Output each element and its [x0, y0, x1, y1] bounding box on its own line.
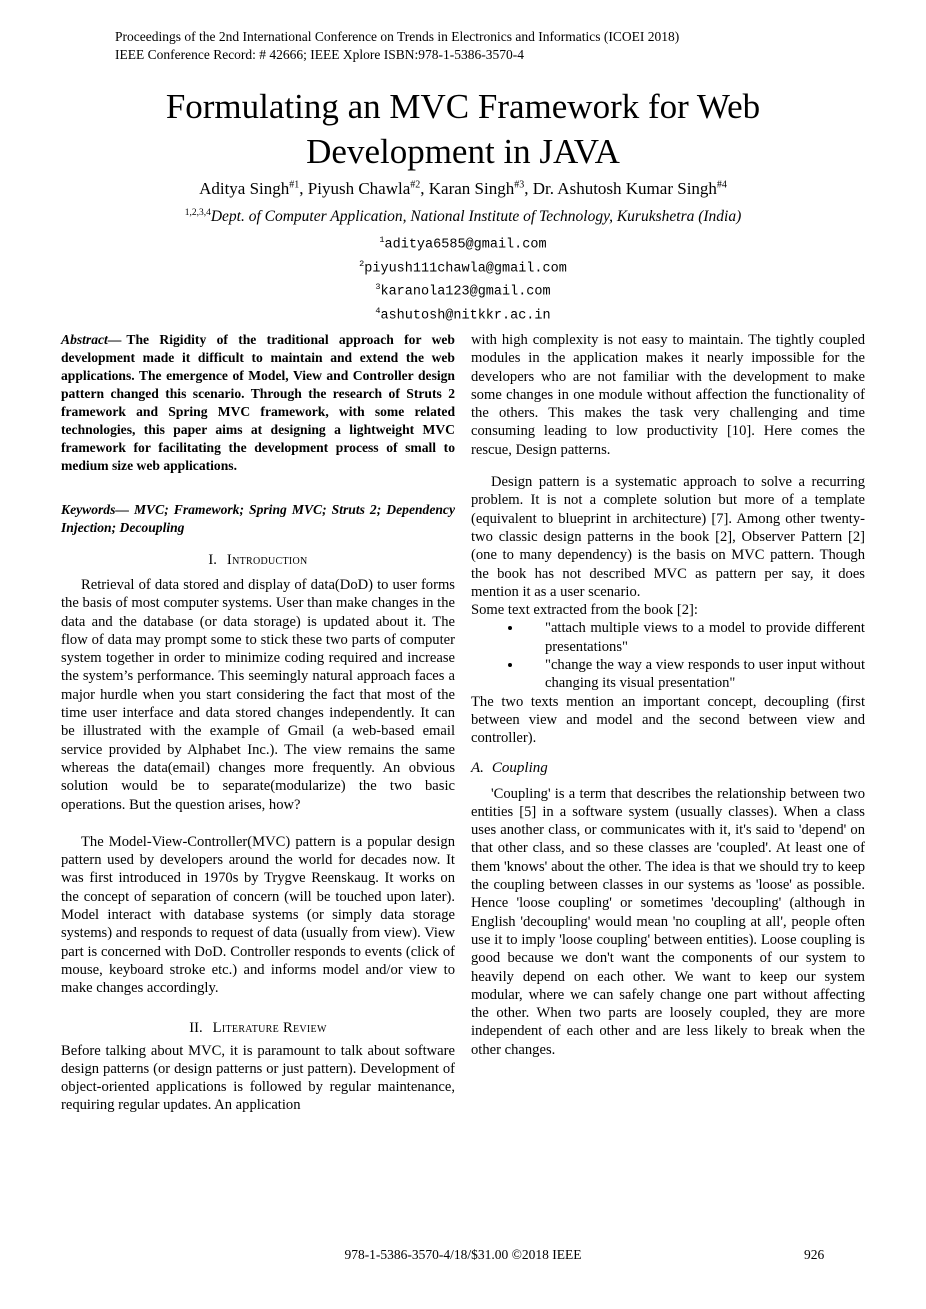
author-4: Dr. Ashutosh Kumar Singh$^{\#4}$: [532, 179, 727, 198]
rc-paragraph-1: with high complexity is not easy to maintain. The tightly coupled modules in the application makes it nearly impossible for the developers who are not familiar with the development to make some changes in one module without affection the functionality of the others. This makes the task very challenging and time consuming leading to low productivity [10]. Here comes the rescue, Design patterns.: [471, 332, 865, 458]
affiliation-text: Dept. of Computer Application, National Institute of Technology, Kurukshetra (India): [210, 208, 742, 226]
right-column: [471, 331, 865, 1115]
abstract-text: The Rigidity of the traditional approach for web development made it difficult to maintain and extend the web applications. The emergence of Model, View and Controller design pattern changed this scenario. Through the research of Struts 2 framework and Spring MVC framework, with some related technologies, this paper aims at designing a lightweight MVC framework for facilitating the development process of small to medium size web applications.: [61, 332, 455, 473]
keywords-label: Keywords—: [61, 502, 129, 517]
keywords-paragraph: [61, 501, 455, 537]
email-3: $^3$karanola123@gmail.com: [375, 282, 551, 300]
email-4-address: ashutosh@nitkkr.ac.in: [380, 308, 551, 323]
book-quote-list: [471, 619, 865, 692]
emails-block: [0, 231, 926, 325]
section-1-number: I.: [208, 552, 217, 568]
left-column: [61, 331, 455, 1115]
conference-header: [115, 28, 679, 63]
book-quote-item-1: • "attach multiple views to a model to provide different presentations": [523, 619, 865, 656]
rc-paragraph-2: Design pattern is a systematic approach to solve a recurring problem. It is not a complete solution but more of a template (equivalent to blueprint in architecture) [7]. Among other twenty-two classic design patterns in the book [2], Observer Pattern [2] (one to many dependency) is the basis on MVC pattern. Though the book has not described MVC as pattern per say, it does mention it as a user scenario.: [471, 474, 865, 600]
section-heading-literature-review: [61, 1019, 455, 1037]
subsection-label: A.: [471, 759, 484, 776]
email-2: $^2$piyush111chawla@gmail.com: [359, 258, 567, 276]
section-2-number: II.: [189, 1019, 203, 1036]
rc-paragraph-3: Some text extracted from the book [2]:: [471, 602, 698, 619]
affiliation-line: [0, 208, 926, 226]
abstract-paragraph: [61, 331, 455, 475]
literature-paragraph-1: Before talking about MVC, it is paramount to talk about software design patterns (or design patterns or just pattern). Development of object-oriented applications is followed by regular maintenance, requiring regular updates. An application: [61, 1042, 455, 1114]
footer-page-number: 926: [804, 1247, 825, 1262]
authors-line: [0, 179, 926, 199]
email-1-address: aditya6585@gmail.com: [384, 237, 547, 253]
author-3-superscript: #3: [514, 179, 525, 191]
author-2: Piyush Chawla$^{\#2}$,: [307, 179, 429, 198]
intro-paragraph-2: The Model-View-Controller(MVC) pattern is a popular design pattern used by developers around the world for decades now. It was first introduced in 1970s by Trygve Reenskaug. It works on the concept of separation of concern (will be touched upon later). Model interact with database systems (or simply data storage systems) and responds to request of data (usually from view). View part is concerned with DoD. Controller responds to events (click of mouse, keyboard stroke etc.) and informs model and/or view to make changes accordingly.: [61, 833, 455, 997]
keywords-text: MVC; Framework; Spring MVC; Struts 2; Dependency Injection; Decoupling: [61, 502, 455, 535]
author-1-superscript: #1: [289, 179, 300, 191]
email-1: $^1$aditya6585@gmail.com: [379, 235, 547, 253]
affiliation-superscript: 1,2,3,4: [184, 208, 211, 218]
section-1-title: Introduction: [226, 552, 308, 568]
email-2-address: piyush111chawla@gmail.com: [364, 261, 567, 276]
abstract-label: Abstract—: [61, 332, 122, 347]
author-2-superscript: #2: [410, 179, 421, 191]
email-4: $^4$ashutosh@nitkkr.ac.in: [375, 305, 551, 323]
email-3-address: karanola123@gmail.com: [380, 284, 551, 300]
paper-title-text: Formulating an MVC Framework for Web Development in JAVA: [165, 87, 761, 171]
book-quote-item-2: • "change the way a view responds to user input without changing its visual presentation": [523, 656, 865, 693]
two-column-body: [61, 331, 865, 1115]
rc-paragraph-4: The two texts mention an important concept, decoupling (first between view and model and the second between view and controller).: [471, 693, 865, 747]
author-3: Karan Singh$^{\#3}$,: [428, 179, 533, 198]
author-1: Aditya Singh$^{\#1}$,: [199, 179, 308, 198]
intro-paragraph-1: Retrieval of data stored and display of data(DoD) to user forms the basis of most computer systems. User than make changes in the data and the database (or data storage) is updated about it. The flow of data may prompt some to stick these two parts of computer system together in order to minimize coding required and increase the system’s performance. This seemingly natural approach faces a major hurdle when you start considering the fact that most of the time user interface and data stored changes independently. It can be illustrated with the example of Gmail (a web-based email service provided by Alphabet Inc.). The view remains the same whereas the data(email) changes more frequently. An obvious solution would be to separate(modularize) the two basic operations. But the question arises, how?: [61, 577, 455, 813]
coupling-paragraph: 'Coupling' is a term that describes the relationship between two entities [5] in a software system (usually classes). When a class uses another class, or communicates with it, it's said to 'depend' on that other class, and so these classes are 'coupled'. At least one of them 'knows' about the other. The idea is that we should try to keep the coupling between classes in our systems as 'loose' as possible. Hence 'loose coupling' or sometimes 'decoupling' (although in English 'decoupling' would mean 'no coupling at all', people often use it to imply 'loose coupling' between entities). Loose coupling is good because we don't want the components of our system to heavily depend on each other. We want to keep our system modular, where we can safely change one part without affecting the other. When two parts are loosely coupled, they are more independent of each other and are less likely to break when the other changes.: [471, 785, 865, 1058]
paper-title: [0, 84, 926, 174]
footer-copyright: 978-1-5386-3570-4/18/$31.00 ©2018 IEEE: [344, 1247, 582, 1262]
author-4-superscript: #4: [716, 179, 727, 191]
header-line-1: Proceedings of the 2nd International Conference on Trends in Electronics and Informatics (ICOEI 2018): [115, 29, 680, 44]
section-2-title: Literature Review: [212, 1019, 327, 1036]
subsection-heading-coupling: [471, 759, 865, 777]
header-line-2: IEEE Conference Record: # 42666; IEEE Xplore ISBN:978-1-5386-3570-4: [115, 46, 525, 62]
section-heading-introduction: [61, 551, 455, 569]
subsection-title: Coupling: [491, 759, 548, 776]
